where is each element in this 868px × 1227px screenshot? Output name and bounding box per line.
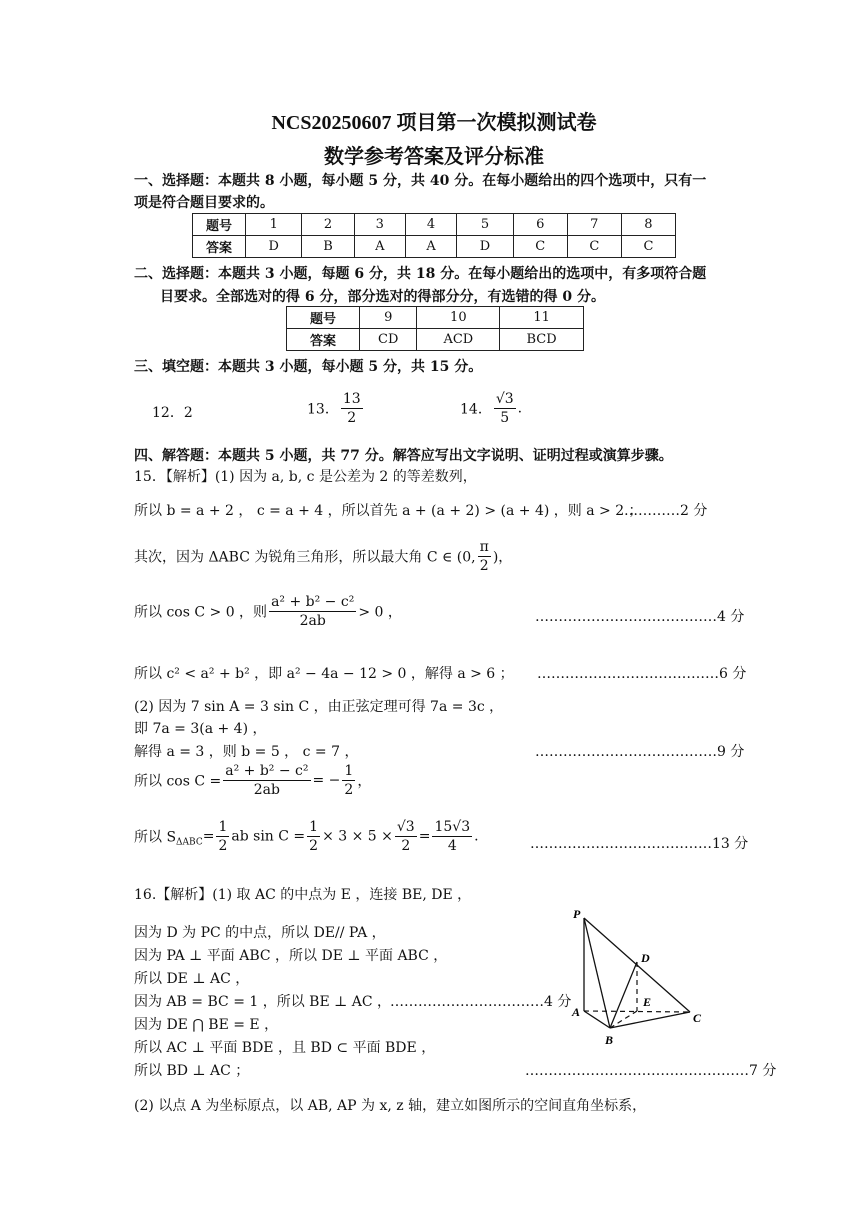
text: ， xyxy=(357,773,372,790)
text: × 3 × 5 × xyxy=(322,828,393,845)
fraction xyxy=(478,538,491,575)
text: )， xyxy=(492,549,513,566)
section1-heading-line1: 一、选择题：本题共 8 小题，每小题 5 分，共 40 分。在每小题给出的四个选项中，只有一 xyxy=(134,173,707,189)
text: > 0 ， xyxy=(358,604,402,621)
q16-line5: 因为 AB = BC = 1 ，所以 BE ⊥ AC ， xyxy=(134,994,392,1010)
text: 所以 S xyxy=(134,829,177,846)
q15-line9 xyxy=(134,762,371,799)
q15-line6: (2) 因为 7 sin A = 3 sin C ，由正弦定理可得 7a = 3c ， xyxy=(134,699,504,715)
fraction xyxy=(395,818,417,855)
score-marker: …………………………………9 分 xyxy=(535,744,745,760)
section2-heading-line2: 目要求。全部选对的得 6 分，部分选对的得部分分，有选错的得 0 分。 xyxy=(160,289,605,305)
table-cell: 9 xyxy=(360,307,417,329)
table-header-cell: 答案 xyxy=(287,329,360,351)
section1-heading-line2: 项是符合题目要求的。 xyxy=(134,195,274,211)
answer-13 xyxy=(307,390,365,427)
fraction xyxy=(494,390,516,427)
text: = − xyxy=(312,772,341,789)
q15-line7: 即 7a = 3(a + 4) ， xyxy=(134,721,267,737)
q16-line3: 因为 PA ⊥ 平面 ABC ，所以 DE ⊥ 平面 ABC ， xyxy=(134,948,448,964)
page-title: NCS20250607 项目第一次模拟测试卷 xyxy=(271,112,597,134)
table-header-cell: 答案 xyxy=(193,236,246,258)
text: 所以 cos C > 0 ，则 xyxy=(134,604,268,621)
table-cell: C xyxy=(621,236,675,258)
answer-12: 12．2 xyxy=(152,405,193,421)
q16-line4: 所以 DE ⊥ AC ， xyxy=(134,971,250,987)
answer-table-1 xyxy=(192,213,676,258)
text: = xyxy=(202,828,215,845)
vertex-label-P: P xyxy=(573,907,581,921)
table-cell: D xyxy=(246,236,302,258)
edge-BC xyxy=(610,1012,690,1028)
fraction xyxy=(216,818,229,855)
q16-line9: (2) 以点 A 为坐标原点，以 AB, AP 为 x, z 轴，建立如图所示的空间直角坐标系， xyxy=(134,1098,647,1114)
text: 其次，因为 ΔABC 为锐角三角形，所以最大角 C ∈ (0, xyxy=(134,549,476,566)
table-cell: 11 xyxy=(500,307,584,329)
fraction-denominator: 5 xyxy=(500,410,510,426)
q16-line1: 16.【解析】(1) 取 AC 的中点为 E ，连接 BE, DE ， xyxy=(134,887,472,903)
fraction-numerator: 1 xyxy=(309,819,319,835)
fraction xyxy=(342,762,355,799)
fraction-numerator: 13 xyxy=(342,391,361,407)
fraction-numerator: 1 xyxy=(218,819,228,835)
table-cell: C xyxy=(567,236,621,258)
q16-line2: 因为 D 为 PC 的中点，所以 DE// PA ， xyxy=(134,925,386,941)
table-row xyxy=(287,307,584,329)
fraction-denominator: 2 xyxy=(347,410,357,426)
section4-heading: 四、解答题：本题共 5 小题，共 77 分。解答应写出文字说明、证明过程或演算步骤。 xyxy=(134,448,673,464)
text: . xyxy=(474,828,479,845)
score-marker: …………………………………4 分 xyxy=(535,609,745,625)
score-marker: ……………………………4 分 xyxy=(390,994,572,1010)
fraction-numerator: a² + b² − c² xyxy=(271,594,355,610)
answer-14-label: 14． xyxy=(460,401,492,418)
edge-BD xyxy=(610,962,637,1028)
pyramid-figure xyxy=(560,900,720,1050)
table-cell: 3 xyxy=(354,214,405,236)
fraction-denominator: 2ab xyxy=(253,782,280,798)
fraction-numerator: 15√3 xyxy=(434,819,471,835)
table-row xyxy=(193,214,676,236)
q15-line10 xyxy=(134,818,479,855)
table-cell: D xyxy=(457,236,513,258)
fraction xyxy=(341,390,363,427)
section3-heading: 三、填空题：本题共 3 小题，每小题 5 分，共 15 分。 xyxy=(134,359,483,375)
text: = xyxy=(418,828,431,845)
score-marker: …………………………………6 分 xyxy=(537,666,747,682)
table-cell: CD xyxy=(360,329,417,351)
table-cell: A xyxy=(405,236,456,258)
q15-line8: 解得 a = 3 ，则 b = 5 ， c = 7 ， xyxy=(134,744,359,760)
table-cell: B xyxy=(302,236,354,258)
fraction-denominator: 2 xyxy=(309,838,319,854)
table-cell: BCD xyxy=(500,329,584,351)
table-cell: 4 xyxy=(405,214,456,236)
table-cell: 10 xyxy=(417,307,500,329)
fraction-denominator: 2ab xyxy=(299,613,326,629)
score-marker: …………………………………………7 分 xyxy=(525,1063,777,1079)
section2-heading-line1: 二、选择题：本题共 3 小题，每题 6 分，共 18 分。在每小题给出的选项中，有多项符合题 xyxy=(134,266,707,282)
fraction xyxy=(432,818,472,855)
answer-13-label: 13． xyxy=(307,401,339,418)
text: ab sin C = xyxy=(231,828,306,845)
fraction-numerator: 1 xyxy=(344,763,354,779)
q15-line2: 所以 b = a + 2 ， c = a + 4 ，所以首先 a + (a + 2) > (a + 4) ，则 a > 2 ； xyxy=(134,503,643,519)
vertex-label-B: B xyxy=(605,1033,614,1047)
text: 所以 cos C = xyxy=(134,773,222,790)
q15-line1: 15．【解析】(1) 因为 a, b, c 是公差为 2 的等差数列， xyxy=(134,469,477,485)
answer-14 xyxy=(460,390,522,427)
table-cell: 2 xyxy=(302,214,354,236)
fraction-numerator: √3 xyxy=(495,391,514,407)
vertex-label-E: E xyxy=(643,995,652,1009)
vertex-label-C: C xyxy=(693,1011,702,1025)
table-cell: ACD xyxy=(417,329,500,351)
table-header-cell: 题号 xyxy=(287,307,360,329)
q15-line5: 所以 c² < a² + b² ，即 a² − 4a − 12 > 0 ，解得 a > 6 ； xyxy=(134,666,514,682)
table-header-cell: 题号 xyxy=(193,214,246,236)
q16-line8: 所以 BD ⊥ AC ； xyxy=(134,1063,250,1079)
q15-line4 xyxy=(134,593,402,630)
page-subtitle: 数学参考答案及评分标准 xyxy=(324,144,544,168)
table-cell: 8 xyxy=(621,214,675,236)
q16-line7: 所以 AC ⊥ 平面 BDE ，且 BD ⊂ 平面 BDE ， xyxy=(134,1040,436,1056)
table-cell: 5 xyxy=(457,214,513,236)
table-row xyxy=(193,236,676,258)
q16-line6: 因为 DE ⋂ BE = E ， xyxy=(134,1017,279,1033)
table-cell: A xyxy=(354,236,405,258)
table-cell: 7 xyxy=(567,214,621,236)
fraction-denominator: 2 xyxy=(218,838,228,854)
fraction-numerator: π xyxy=(479,539,489,555)
fraction xyxy=(269,593,356,630)
table-cell: 1 xyxy=(246,214,302,236)
table-cell: 6 xyxy=(513,214,567,236)
table-row xyxy=(287,329,584,351)
score-marker: …………2 分 xyxy=(624,503,708,519)
vertex-label-D: D xyxy=(641,951,650,965)
fraction xyxy=(307,818,320,855)
fraction-numerator: √3 xyxy=(396,819,415,835)
fraction-denominator: 4 xyxy=(447,838,457,854)
fraction-denominator: 2 xyxy=(479,558,489,574)
q15-line3 xyxy=(134,538,512,575)
fraction xyxy=(223,762,310,799)
answer-table-2 xyxy=(286,306,584,351)
answer-14-end: . xyxy=(517,400,523,417)
fraction-denominator: 2 xyxy=(344,782,354,798)
score-marker: …………………………………13 分 xyxy=(530,836,749,852)
fraction-numerator: a² + b² − c² xyxy=(225,763,309,779)
fraction-denominator: 2 xyxy=(401,838,411,854)
subscript: ΔABC xyxy=(176,837,203,848)
table-cell: C xyxy=(513,236,567,258)
vertex-label-A: A xyxy=(572,1005,581,1019)
